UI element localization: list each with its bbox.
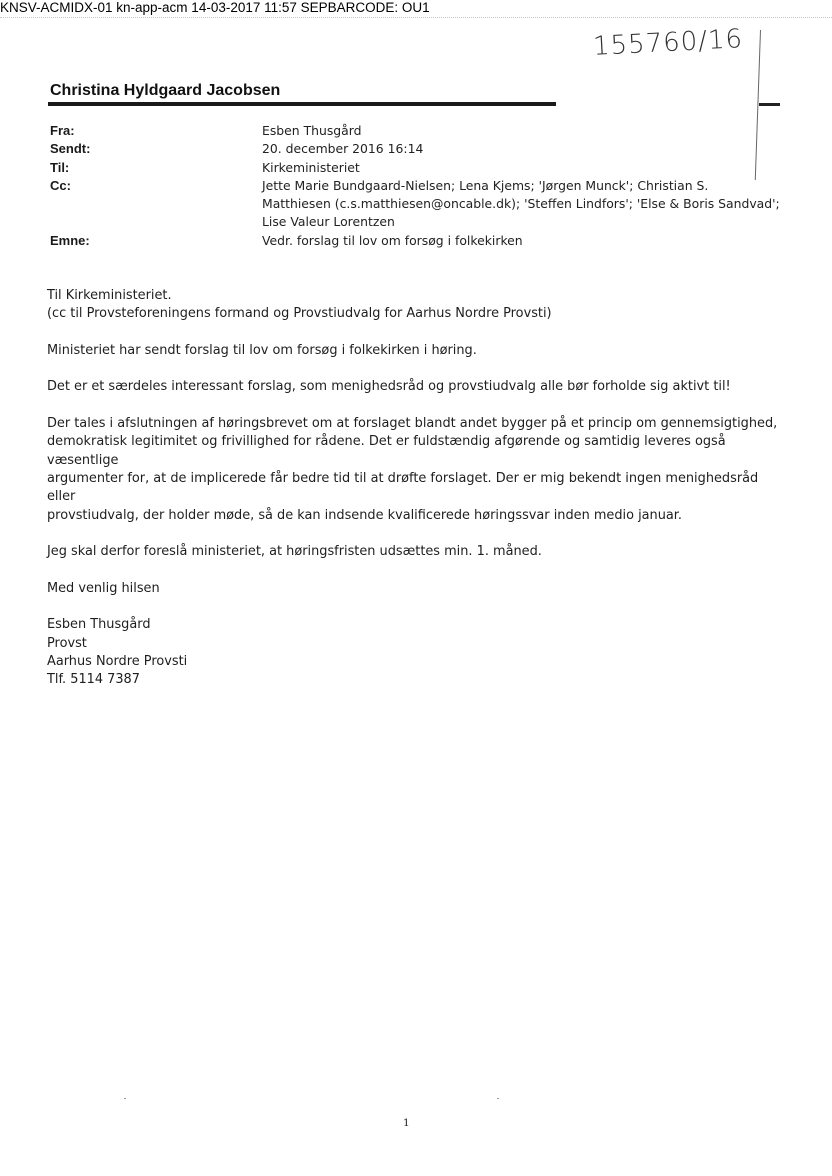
sent-label: Sendt: bbox=[50, 141, 91, 157]
from-row bbox=[50, 122, 780, 140]
subject-value: Vedr. forslag til lov om forsøg i folkekirken bbox=[262, 232, 523, 248]
scan-header: KNSV-ACMIDX-01 kn-app-acm 14-03-2017 11:57 SEPBARCODE: OU1 bbox=[0, 0, 430, 15]
signature-organization: Aarhus Nordre Provsti bbox=[47, 653, 188, 669]
to-label: Til: bbox=[50, 159, 70, 175]
email-body bbox=[47, 287, 787, 708]
handwritten-case-number: 155760/16 bbox=[592, 24, 744, 62]
greeting bbox=[47, 287, 787, 324]
subject-row bbox=[50, 232, 780, 250]
paragraph-3-line-2: demokratisk legitimitet og frivillighed for rådene. Det er fuldstændig afgørende og samtidig leveres også væsentlige bbox=[47, 434, 726, 468]
mailbox-owner-name: Christina Hyldgaard Jacobsen bbox=[50, 82, 281, 99]
greeting-line-2: (cc til Provsteforeningens formand og Provstiudvalg for Aarhus Nordre Provsti) bbox=[47, 306, 552, 322]
subject-label: Emne: bbox=[50, 232, 90, 248]
paragraph-3-line-4: provstiudvalg, der holder møde, så de kan indsende kvalificerede høringssvar inden medio januar. bbox=[47, 507, 683, 523]
scan-header-rule bbox=[0, 17, 832, 19]
paragraph-4: Jeg skal derfor foreslå ministeriet, at høringsfristen udsættes min. 1. måned. bbox=[47, 544, 542, 560]
scan-speck bbox=[124, 1098, 126, 1099]
cc-label: Cc: bbox=[50, 177, 71, 193]
paragraph-1: Ministeriet har sendt forslag til lov om forsøg i folkekirken i høring. bbox=[47, 342, 477, 358]
sent-row bbox=[50, 140, 780, 158]
to-value: Kirkeministeriet bbox=[262, 159, 360, 175]
scan-artifact-mark bbox=[759, 103, 780, 106]
to-row bbox=[50, 159, 780, 177]
from-value: Esben Thusgård bbox=[262, 123, 362, 138]
greeting-line-1: Til Kirkeministeriet. bbox=[47, 288, 172, 303]
page-number: 1 bbox=[403, 1117, 410, 1129]
signature-block bbox=[47, 616, 787, 689]
cc-value: Jette Marie Bundgaard-Nielsen; Lena Kjems; 'Jørgen Munck'; Christian S. Matthiesen (c.s.matthiesen@oncable.dk); 'Steffen Lindfors'; 'Else & Boris Sandvad'; Lise Valeur Lorentzen bbox=[262, 177, 780, 230]
closing: Med venlig hilsen bbox=[47, 580, 160, 596]
sent-value: 20. december 2016 16:14 bbox=[262, 141, 424, 157]
cc-row bbox=[50, 177, 780, 232]
signature-title: Provst bbox=[47, 635, 87, 651]
paragraph-3 bbox=[47, 415, 787, 525]
paragraph-3-line-1: Der tales i afslutningen af høringsbrevet om at forslaget blandt andet bygger på et princip om gennemsigtighed, bbox=[47, 416, 778, 432]
signature-name: Esben Thusgård bbox=[47, 617, 151, 633]
from-label: Fra: bbox=[50, 123, 75, 138]
owner-divider bbox=[48, 102, 556, 106]
paragraph-3-line-3: argumenter for, at de implicerede får bedre tid til at drøfte forslaget. Der er mig bekendt ingen menighedsråd eller bbox=[47, 470, 759, 505]
scan-speck bbox=[497, 1098, 499, 1099]
email-header bbox=[50, 122, 780, 250]
signature-phone: Tlf. 5114 7387 bbox=[47, 672, 140, 688]
paragraph-2: Det er et særdeles interessant forslag, som menighedsråd og provstiudvalg alle bør forholde sig aktivt til! bbox=[47, 379, 731, 395]
